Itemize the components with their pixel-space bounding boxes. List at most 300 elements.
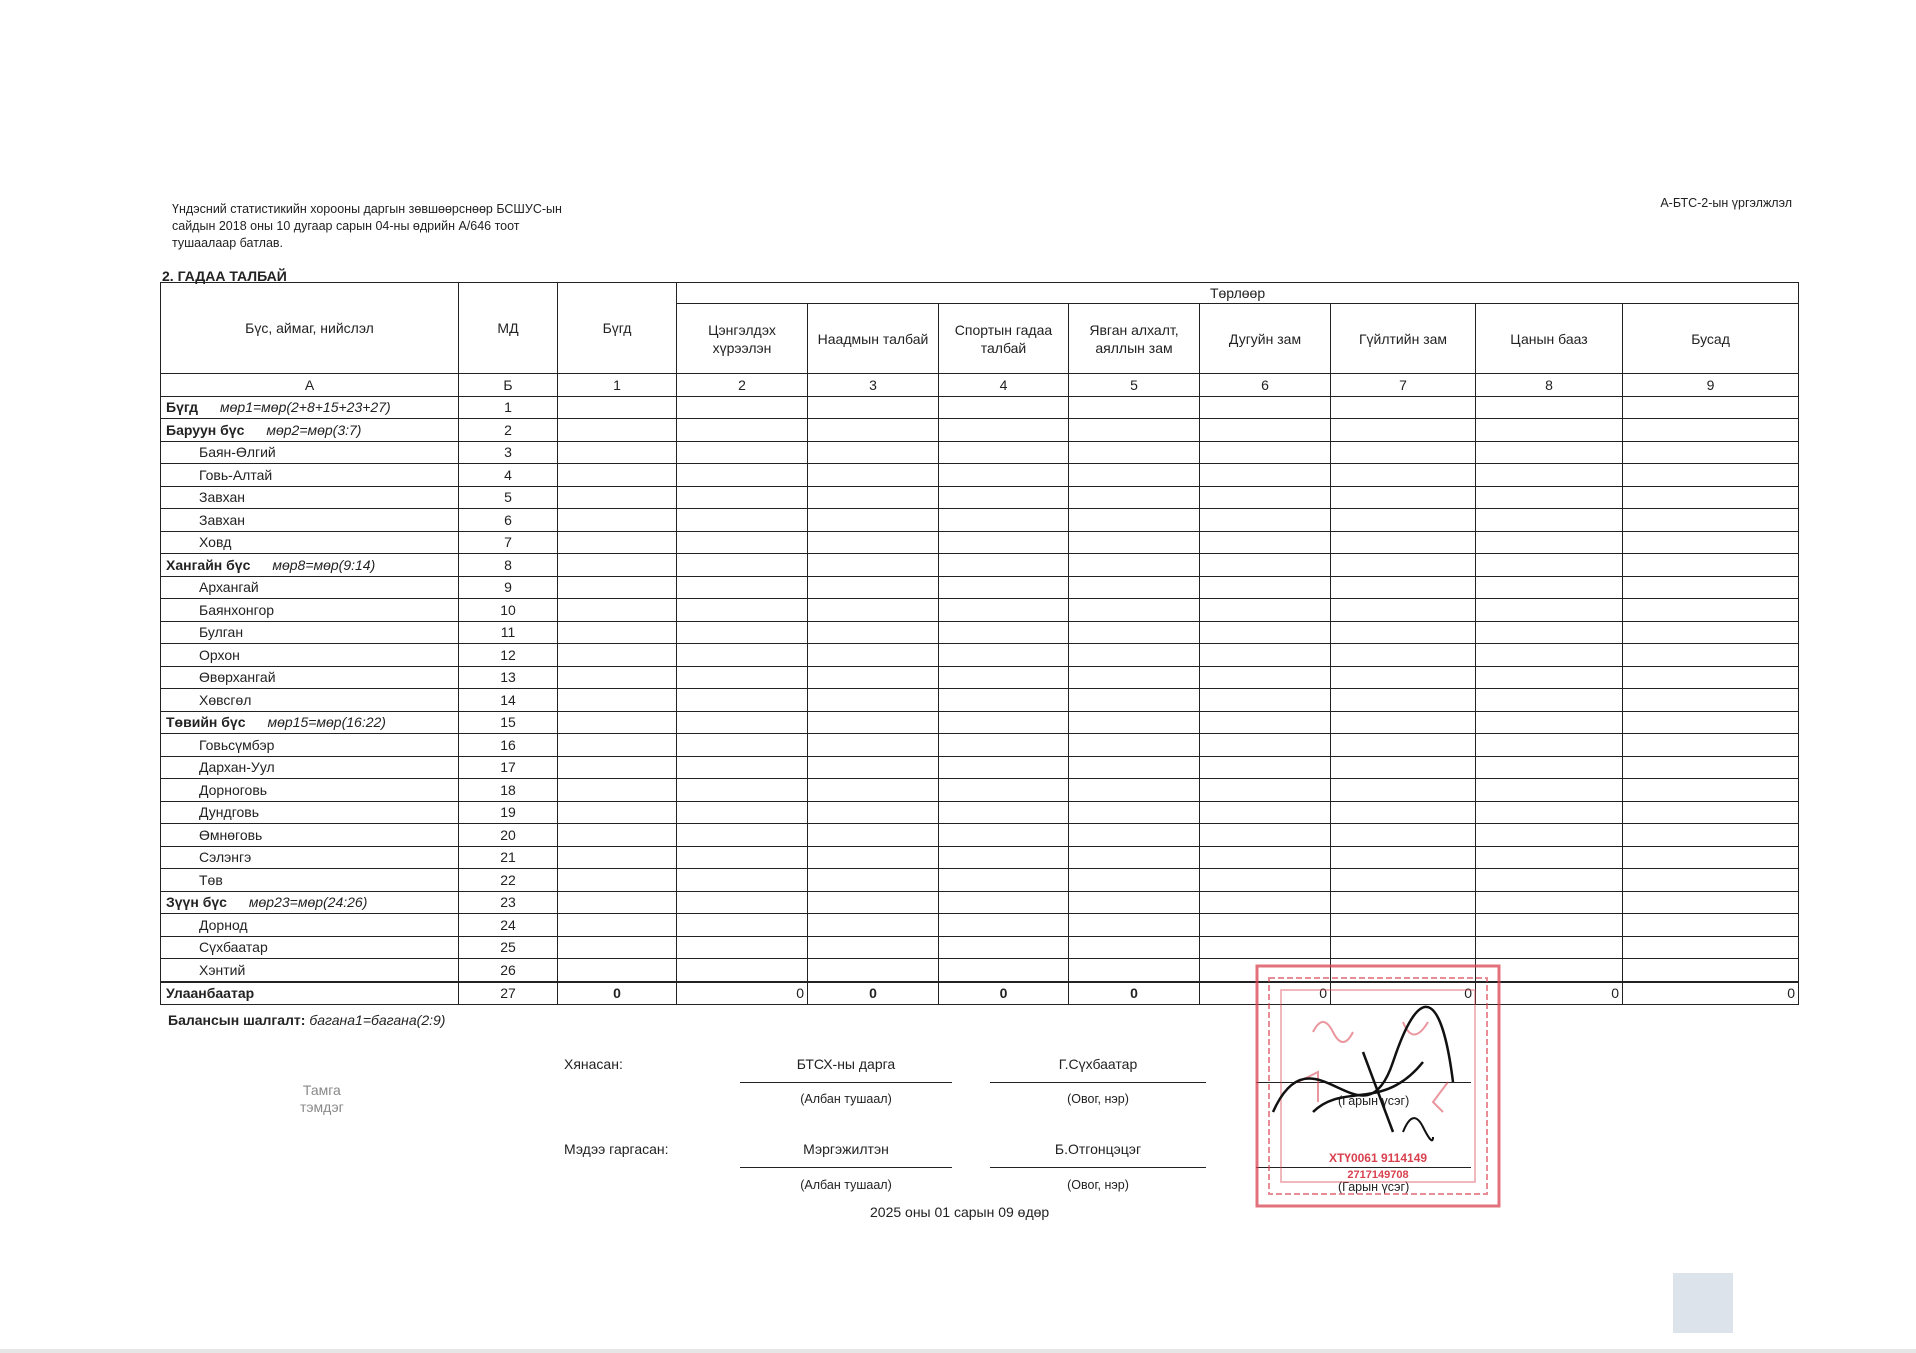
stamp-label-2: тэмдэг xyxy=(300,1099,344,1115)
approval-line: сайдын 2018 оны 10 дугаар сарын 04-ны өдрийн А/646 тоот xyxy=(172,219,520,233)
value-cell xyxy=(558,914,677,937)
value-cell xyxy=(939,666,1069,689)
value-cell xyxy=(558,779,677,802)
value-cell xyxy=(1331,486,1476,509)
value-cell xyxy=(1331,554,1476,577)
code-cell: Б xyxy=(459,374,558,397)
value-cell xyxy=(1331,441,1476,464)
value-cell xyxy=(1476,486,1623,509)
approval-text xyxy=(172,201,672,252)
value-cell: 0 xyxy=(1623,982,1799,1005)
value-cell xyxy=(939,779,1069,802)
table-row xyxy=(161,644,1799,667)
value-cell xyxy=(808,891,939,914)
value-cell xyxy=(558,464,677,487)
outdoor-facilities-table xyxy=(160,282,1799,1005)
value-cell xyxy=(677,509,808,532)
md-cell: 9 xyxy=(459,576,558,599)
document-date: 2025 оны 01 сарын 09 өдөр xyxy=(870,1204,1050,1220)
value-cell xyxy=(1623,869,1799,892)
value-cell xyxy=(939,396,1069,419)
value-cell xyxy=(558,531,677,554)
md-cell: 24 xyxy=(459,914,558,937)
seal-code-1: ХТҮ0061 9114149 xyxy=(1328,1151,1428,1165)
region-name: Дорноговь xyxy=(199,781,268,798)
value-cell xyxy=(1331,914,1476,937)
region-cell xyxy=(161,982,459,1005)
value-cell xyxy=(1331,599,1476,622)
value-cell xyxy=(1069,711,1200,734)
table-row xyxy=(161,599,1799,622)
region-name: Баян-Өлгий xyxy=(199,444,276,461)
value-cell xyxy=(677,689,808,712)
md-cell: 27 xyxy=(459,982,558,1005)
table-row xyxy=(161,779,1799,802)
value-cell xyxy=(1200,576,1331,599)
region-name: Дархан-Уул xyxy=(199,759,275,776)
md-cell: 6 xyxy=(459,509,558,532)
md-cell: 15 xyxy=(459,711,558,734)
value-cell xyxy=(1623,914,1799,937)
region-cell xyxy=(161,959,459,982)
value-cell xyxy=(1623,846,1799,869)
value-cell xyxy=(677,959,808,982)
value-cell xyxy=(677,464,808,487)
col-md-header: МД xyxy=(459,283,558,374)
value-cell xyxy=(1331,644,1476,667)
region-cell xyxy=(161,531,459,554)
value-cell xyxy=(1623,396,1799,419)
value-cell xyxy=(1476,779,1623,802)
table-row xyxy=(161,756,1799,779)
value-cell xyxy=(1476,846,1623,869)
reported-label: Мэдээ гаргасан: xyxy=(564,1141,669,1157)
value-cell xyxy=(1623,554,1799,577)
value-cell xyxy=(1069,891,1200,914)
value-cell xyxy=(1200,644,1331,667)
balance-check xyxy=(168,1012,445,1028)
stamp-placeholder xyxy=(300,1082,344,1116)
table-row xyxy=(161,531,1799,554)
table-row xyxy=(161,914,1799,937)
code-cell: А xyxy=(161,374,459,397)
value-cell: 0 xyxy=(558,982,677,1005)
value-cell xyxy=(1331,779,1476,802)
signature-caption: (Гарын үсэг) xyxy=(1338,1094,1410,1108)
value-cell xyxy=(1623,464,1799,487)
col-total-header: Бүгд xyxy=(558,283,677,374)
table-row xyxy=(161,666,1799,689)
value-cell xyxy=(939,599,1069,622)
value-cell xyxy=(1476,576,1623,599)
value-cell xyxy=(808,801,939,824)
value-cell xyxy=(939,689,1069,712)
region-cell xyxy=(161,891,459,914)
row-formula: мөр23=мөр(24:26) xyxy=(248,894,368,911)
value-cell xyxy=(1200,824,1331,847)
value-cell xyxy=(1200,689,1331,712)
value-cell: 0 xyxy=(1200,982,1331,1005)
value-cell xyxy=(1623,621,1799,644)
value-cell xyxy=(1476,891,1623,914)
value-cell xyxy=(677,734,808,757)
value-cell xyxy=(1331,621,1476,644)
table-row xyxy=(161,869,1799,892)
region-name: Завхан xyxy=(199,511,246,528)
value-cell xyxy=(808,576,939,599)
value-cell xyxy=(558,846,677,869)
value-cell xyxy=(1476,824,1623,847)
type-col-header: Спортын гадаа талбай xyxy=(939,304,1069,374)
value-cell xyxy=(939,531,1069,554)
md-cell: 2 xyxy=(459,419,558,442)
value-cell xyxy=(1069,666,1200,689)
value-cell xyxy=(558,554,677,577)
value-cell xyxy=(558,419,677,442)
value-cell xyxy=(1476,441,1623,464)
table-row xyxy=(161,554,1799,577)
value-cell xyxy=(558,869,677,892)
value-cell xyxy=(1476,621,1623,644)
value-cell xyxy=(1069,554,1200,577)
region-name: Улаанбаатар xyxy=(166,985,255,1002)
value-cell xyxy=(677,644,808,667)
value-cell xyxy=(939,734,1069,757)
type-col-header: Гүйлтийн зам xyxy=(1331,304,1476,374)
value-cell xyxy=(1069,599,1200,622)
value-cell xyxy=(1331,891,1476,914)
region-cell xyxy=(161,554,459,577)
value-cell xyxy=(1331,396,1476,419)
md-cell: 7 xyxy=(459,531,558,554)
md-cell: 23 xyxy=(459,891,558,914)
section-title: 2. ГАДАА ТАЛБАЙ xyxy=(162,268,287,284)
name-line xyxy=(990,1082,1206,1083)
region-cell xyxy=(161,464,459,487)
value-cell xyxy=(1069,756,1200,779)
value-cell xyxy=(939,959,1069,982)
value-cell xyxy=(1331,419,1476,442)
reported-position: Мэргэжилтэн xyxy=(803,1141,889,1157)
region-cell xyxy=(161,486,459,509)
value-cell xyxy=(939,914,1069,937)
value-cell xyxy=(1069,936,1200,959)
table-row xyxy=(161,891,1799,914)
value-cell xyxy=(1331,936,1476,959)
value-cell xyxy=(1069,914,1200,937)
value-cell xyxy=(1200,756,1331,779)
value-cell xyxy=(677,441,808,464)
value-cell xyxy=(1200,621,1331,644)
type-col-header: Наадмын талбай xyxy=(808,304,939,374)
value-cell xyxy=(1476,666,1623,689)
value-cell xyxy=(558,621,677,644)
reported-name: Б.Отгонцэцэг xyxy=(1054,1141,1142,1157)
value-cell xyxy=(677,936,808,959)
value-cell xyxy=(1331,734,1476,757)
table-row xyxy=(161,396,1799,419)
value-cell xyxy=(1200,486,1331,509)
value-cell xyxy=(1069,441,1200,464)
value-cell xyxy=(558,711,677,734)
value-cell xyxy=(1069,576,1200,599)
position-line xyxy=(740,1082,952,1083)
value-cell xyxy=(1476,756,1623,779)
table-row xyxy=(161,486,1799,509)
value-cell xyxy=(808,396,939,419)
signature-caption: (Гарын үсэг) xyxy=(1338,1180,1410,1194)
value-cell xyxy=(808,959,939,982)
region-name: Хэнтий xyxy=(199,961,246,978)
value-cell xyxy=(1331,756,1476,779)
value-cell xyxy=(1200,666,1331,689)
value-cell xyxy=(558,734,677,757)
md-cell: 25 xyxy=(459,936,558,959)
value-cell xyxy=(558,824,677,847)
region-cell xyxy=(161,576,459,599)
md-cell: 8 xyxy=(459,554,558,577)
region-name: Архангай xyxy=(199,579,259,596)
value-cell xyxy=(558,936,677,959)
value-cell xyxy=(1331,869,1476,892)
official-seal-stamp xyxy=(1253,962,1503,1210)
balance-formula: багана1=багана(2:9) xyxy=(309,1012,446,1028)
value-cell xyxy=(677,891,808,914)
value-cell xyxy=(677,419,808,442)
value-cell xyxy=(1069,824,1200,847)
value-cell xyxy=(1476,396,1623,419)
value-cell xyxy=(677,576,808,599)
value-cell: 0 xyxy=(939,982,1069,1005)
value-cell xyxy=(677,599,808,622)
region-cell xyxy=(161,801,459,824)
value-cell xyxy=(1331,509,1476,532)
type-col-header: Дугуйн зам xyxy=(1200,304,1331,374)
table-row xyxy=(161,711,1799,734)
value-cell xyxy=(1476,936,1623,959)
value-cell: 0 xyxy=(1331,982,1476,1005)
value-cell xyxy=(1200,711,1331,734)
value-cell xyxy=(1200,914,1331,937)
md-cell: 26 xyxy=(459,959,558,982)
stamp-label-1: Тамга xyxy=(302,1082,341,1098)
md-cell: 18 xyxy=(459,779,558,802)
value-cell xyxy=(558,509,677,532)
value-cell xyxy=(808,509,939,532)
region-name: Бүгд xyxy=(166,399,199,416)
region-name: Завхан xyxy=(199,489,246,506)
value-cell xyxy=(1476,464,1623,487)
seal-code-2: 2717149708 xyxy=(1347,1169,1409,1181)
region-name: Баянхонгор xyxy=(199,601,275,618)
scan-edge xyxy=(0,1349,1916,1353)
region-name: Сэлэнгэ xyxy=(199,849,252,866)
value-cell xyxy=(677,914,808,937)
region-cell xyxy=(161,509,459,532)
region-cell xyxy=(161,756,459,779)
region-cell xyxy=(161,599,459,622)
md-cell: 22 xyxy=(459,869,558,892)
checked-name: Г.Сүхбаатар xyxy=(1058,1056,1138,1072)
approval-line: Үндэсний статистикийн хорооны даргын зөвшөөрснөөр БСШУС-ын xyxy=(172,202,562,216)
col-region-header: Бүс, аймаг, нийслэл xyxy=(161,283,459,374)
signature-initial xyxy=(1403,1118,1433,1140)
md-cell: 11 xyxy=(459,621,558,644)
value-cell xyxy=(1200,419,1331,442)
value-cell xyxy=(1069,486,1200,509)
value-cell xyxy=(1331,711,1476,734)
value-cell xyxy=(808,531,939,554)
value-cell xyxy=(558,576,677,599)
value-cell xyxy=(1069,621,1200,644)
value-cell xyxy=(939,509,1069,532)
value-cell xyxy=(1623,666,1799,689)
type-col-header: Бусад xyxy=(1623,304,1799,374)
value-cell xyxy=(939,824,1069,847)
value-cell xyxy=(1200,801,1331,824)
value-cell xyxy=(1200,509,1331,532)
value-cell xyxy=(1069,869,1200,892)
value-cell: 0 xyxy=(1069,982,1200,1005)
value-cell xyxy=(1200,846,1331,869)
value-cell xyxy=(1069,734,1200,757)
position-caption: (Албан тушаал) xyxy=(800,1092,892,1106)
value-cell: 0 xyxy=(677,982,808,1005)
region-name: Ховд xyxy=(199,534,232,551)
name-line xyxy=(990,1167,1206,1168)
value-cell xyxy=(1623,711,1799,734)
value-cell xyxy=(1200,464,1331,487)
value-cell xyxy=(939,644,1069,667)
value-cell xyxy=(1200,779,1331,802)
value-cell xyxy=(939,554,1069,577)
value-cell xyxy=(558,599,677,622)
value-cell xyxy=(939,891,1069,914)
region-name: Зүүн бүс xyxy=(166,894,227,911)
value-cell xyxy=(1623,531,1799,554)
region-name: Өвөрхангай xyxy=(199,669,276,686)
region-name: Дорнод xyxy=(199,916,248,933)
table-row xyxy=(161,419,1799,442)
value-cell xyxy=(1069,779,1200,802)
value-cell xyxy=(808,666,939,689)
value-cell xyxy=(1331,824,1476,847)
value-cell xyxy=(1069,396,1200,419)
checked-label: Хянасан: xyxy=(564,1056,623,1072)
by-type-header: Төрлөөр xyxy=(677,283,1799,304)
value-cell xyxy=(808,621,939,644)
value-cell xyxy=(808,599,939,622)
value-cell xyxy=(1623,486,1799,509)
value-cell xyxy=(808,464,939,487)
value-cell xyxy=(1476,599,1623,622)
region-cell xyxy=(161,419,459,442)
value-cell xyxy=(1200,531,1331,554)
region-cell xyxy=(161,621,459,644)
md-cell: 4 xyxy=(459,464,558,487)
value-cell xyxy=(1069,689,1200,712)
value-cell xyxy=(1331,531,1476,554)
region-name: Говьсүмбэр xyxy=(199,736,275,753)
code-cell: 8 xyxy=(1476,374,1623,397)
md-cell: 3 xyxy=(459,441,558,464)
value-cell xyxy=(1476,644,1623,667)
value-cell xyxy=(1476,711,1623,734)
value-cell xyxy=(1200,441,1331,464)
code-cell: 7 xyxy=(1331,374,1476,397)
approval-line: тушаалаар батлав. xyxy=(172,236,284,250)
value-cell xyxy=(558,959,677,982)
value-cell xyxy=(677,486,808,509)
md-cell: 5 xyxy=(459,486,558,509)
region-cell xyxy=(161,666,459,689)
value-cell xyxy=(808,711,939,734)
value-cell xyxy=(1200,599,1331,622)
balance-label: Балансын шалгалт: xyxy=(168,1012,306,1028)
region-cell xyxy=(161,644,459,667)
value-cell xyxy=(677,756,808,779)
region-name: Орхон xyxy=(199,646,240,663)
table-row xyxy=(161,464,1799,487)
value-cell xyxy=(1331,576,1476,599)
region-cell xyxy=(161,734,459,757)
md-cell: 1 xyxy=(459,396,558,419)
type-col-header: Цэнгэлдэх хүрээлэн xyxy=(677,304,808,374)
value-cell xyxy=(1331,846,1476,869)
value-cell xyxy=(1623,734,1799,757)
value-cell xyxy=(1331,689,1476,712)
value-cell xyxy=(808,419,939,442)
value-cell xyxy=(939,801,1069,824)
code-cell: 2 xyxy=(677,374,808,397)
value-cell xyxy=(1200,891,1331,914)
value-cell xyxy=(558,666,677,689)
value-cell xyxy=(1069,644,1200,667)
value-cell xyxy=(1623,801,1799,824)
region-cell xyxy=(161,914,459,937)
value-cell xyxy=(677,869,808,892)
code-row xyxy=(161,374,1799,397)
value-cell xyxy=(939,869,1069,892)
value-cell xyxy=(558,801,677,824)
value-cell xyxy=(1476,801,1623,824)
value-cell xyxy=(1623,779,1799,802)
value-cell xyxy=(558,441,677,464)
value-cell xyxy=(558,689,677,712)
value-cell xyxy=(939,441,1069,464)
value-cell xyxy=(808,644,939,667)
value-cell xyxy=(558,756,677,779)
value-cell xyxy=(939,576,1069,599)
value-cell xyxy=(677,824,808,847)
value-cell xyxy=(558,396,677,419)
value-cell xyxy=(677,531,808,554)
table-row xyxy=(161,509,1799,532)
name-caption: (Овог, нэр) xyxy=(1067,1178,1129,1192)
region-cell xyxy=(161,824,459,847)
value-cell xyxy=(1331,666,1476,689)
value-cell xyxy=(1200,734,1331,757)
table-row xyxy=(161,959,1799,982)
value-cell xyxy=(1069,464,1200,487)
value-cell xyxy=(1069,509,1200,532)
value-cell xyxy=(1623,419,1799,442)
header-row-1 xyxy=(161,283,1799,304)
md-cell: 17 xyxy=(459,756,558,779)
value-cell xyxy=(558,891,677,914)
region-cell xyxy=(161,711,459,734)
value-cell xyxy=(808,441,939,464)
